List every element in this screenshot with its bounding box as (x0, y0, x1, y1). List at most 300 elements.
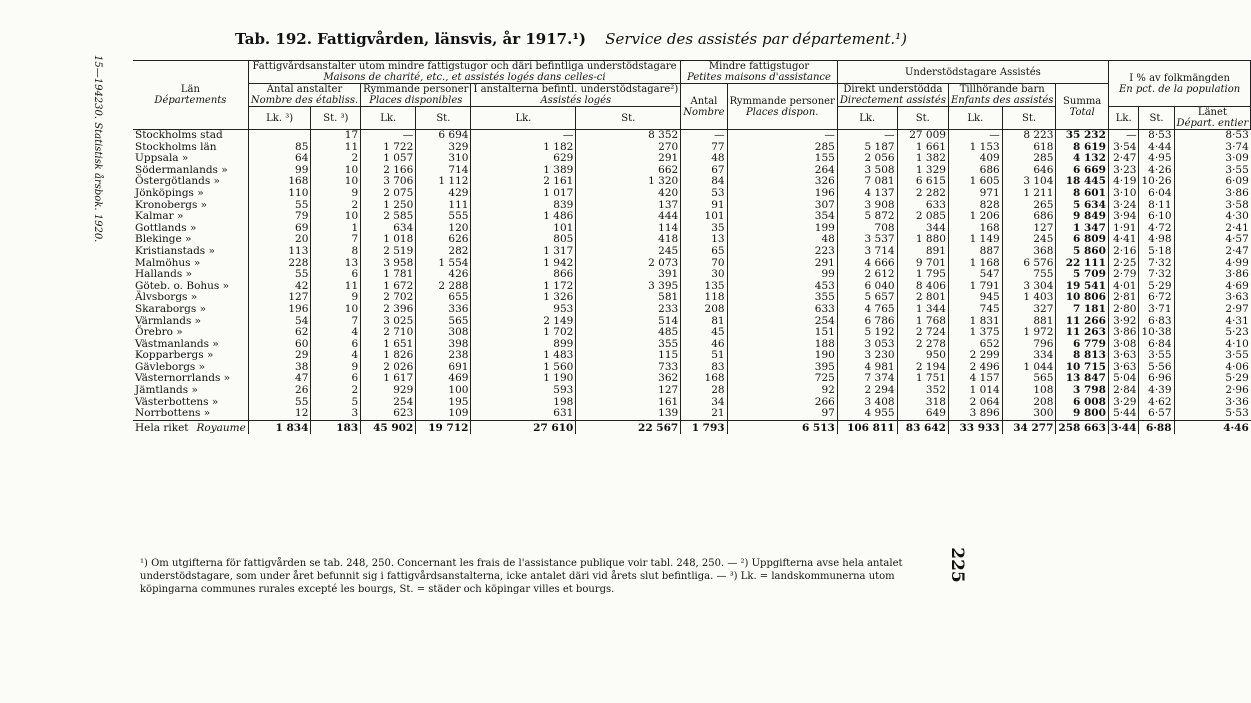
table-cell: 270 (576, 142, 681, 154)
table-cell: 5 (311, 397, 361, 409)
table-cell: 3·36 (1174, 397, 1251, 409)
table-cell: 6 669 (1056, 165, 1109, 177)
table-cell: 42 (248, 281, 311, 293)
table-cell: 2 064 (948, 397, 1002, 409)
row-label: Hela riket Royaume (133, 420, 248, 434)
table-cell: 10 (311, 304, 361, 316)
header-rymmande: Rymmande personer Places disponibles (361, 84, 471, 107)
table-cell: 2·80 (1108, 304, 1139, 316)
table-cell: 3·24 (1108, 200, 1139, 212)
table-cell: 7 081 (837, 176, 897, 188)
table-cell: 2 396 (361, 304, 416, 316)
table-cell: 1 486 (471, 211, 576, 223)
table-cell: 4 137 (837, 188, 897, 200)
table-cell: 5·04 (1108, 373, 1139, 385)
table-cell: 334 (1002, 350, 1056, 362)
table-cell: 4·95 (1139, 153, 1174, 165)
table-cell: 10 (311, 211, 361, 223)
table-cell: 2 (311, 200, 361, 212)
table-cell: 409 (948, 153, 1002, 165)
table-cell: 1 605 (948, 176, 1002, 188)
table-cell: 195 (416, 397, 471, 409)
table-cell: 5 187 (837, 142, 897, 154)
title-french: Service des assistés par département.¹) (605, 30, 908, 48)
table-cell: 10·26 (1139, 176, 1174, 188)
table-cell: 106 811 (837, 420, 897, 434)
table-cell: 5 192 (837, 327, 897, 339)
header-procent: I % av folkmängden En pct. de la population (1108, 61, 1250, 107)
table-cell: 10 806 (1056, 292, 1109, 304)
table-row (133, 327, 1251, 339)
table-cell: 3·86 (1108, 327, 1139, 339)
table-cell: 2 194 (897, 362, 948, 374)
table-cell: — (681, 130, 727, 142)
table-cell: 3 (311, 408, 361, 420)
table-cell: 2 496 (948, 362, 1002, 374)
table-cell: 190 (727, 350, 837, 362)
table-cell: 17 (311, 130, 361, 142)
table-cell: 362 (576, 373, 681, 385)
table-cell: 13 847 (1056, 373, 1109, 385)
table-cell: 9 (311, 362, 361, 374)
table-cell: 6 694 (416, 130, 471, 142)
table-cell: 1 702 (471, 327, 576, 339)
table-cell: 4 955 (837, 408, 897, 420)
table-cell: 245 (1002, 234, 1056, 246)
table-cell: 3 958 (361, 258, 416, 270)
header-lk: Lk. (1108, 107, 1139, 130)
table-cell: 18 445 (1056, 176, 1109, 188)
header-group-a: Fattigvårdsanstalter utom mindre fattigstugor och däri befintliga understödstagare Maisons de charité, etc., et assistés logés dans celles-ci (248, 61, 680, 84)
table-cell: 1 375 (948, 327, 1002, 339)
table-cell: 891 (897, 246, 948, 258)
table-cell: 11 (311, 142, 361, 154)
header-lk: Lk. (361, 107, 416, 130)
table-cell: 828 (948, 200, 1002, 212)
table-cell: 77 (681, 142, 727, 154)
table-cell: 2·97 (1174, 304, 1251, 316)
table-cell: 35 232 (1056, 130, 1109, 142)
table-cell: 99 (727, 269, 837, 281)
row-label: Södermanlands » (135, 163, 228, 176)
table-cell: 127 (576, 385, 681, 397)
table-cell: 1 206 (948, 211, 1002, 223)
table-cell: 282 (416, 246, 471, 258)
table-cell: 127 (1002, 223, 1056, 235)
table-cell: 5·44 (1108, 408, 1139, 420)
table-cell: 8 223 (1002, 130, 1056, 142)
table-cell: 929 (361, 385, 416, 397)
table-cell: 100 (416, 385, 471, 397)
table-cell: 6 786 (837, 316, 897, 328)
table-cell: 354 (727, 211, 837, 223)
table-cell: 65 (681, 246, 727, 258)
table-cell: 2·25 (1108, 258, 1139, 270)
table-cell: 1 149 (948, 234, 1002, 246)
table-cell: 2 519 (361, 246, 416, 258)
table-cell: 3·58 (1174, 200, 1251, 212)
table-cell: 228 (248, 258, 311, 270)
table-cell: 2·16 (1108, 246, 1139, 258)
table-cell: 805 (471, 234, 576, 246)
table-cell: 101 (471, 223, 576, 235)
row-label: Örebro » (135, 326, 183, 339)
table-cell: 691 (416, 362, 471, 374)
table-cell: 6 779 (1056, 339, 1109, 351)
table-cell: 233 (576, 304, 681, 316)
table-cell: 3·94 (1108, 211, 1139, 223)
table-cell: 1 554 (416, 258, 471, 270)
table-cell: 3 053 (837, 339, 897, 351)
table-cell: 708 (837, 223, 897, 235)
table-cell: 733 (576, 362, 681, 374)
table-cell: 391 (576, 269, 681, 281)
table-cell: 8 406 (897, 281, 948, 293)
table-cell: 28 (681, 385, 727, 397)
table-cell: 2 149 (471, 316, 576, 328)
header-st: St. ³) (311, 107, 361, 130)
table-row (133, 385, 1251, 397)
table-cell: 2·79 (1108, 269, 1139, 281)
table-cell: 1 326 (471, 292, 576, 304)
table-cell: 300 (1002, 408, 1056, 420)
table-cell: 1 834 (248, 420, 311, 434)
table-cell: 3·54 (1108, 142, 1139, 154)
table-cell: 3·86 (1174, 269, 1251, 281)
table-cell: 1 942 (471, 258, 576, 270)
table-cell: 1 320 (576, 176, 681, 188)
table-cell: 254 (361, 397, 416, 409)
table-cell: 3·71 (1139, 304, 1174, 316)
table-cell: 7 (311, 234, 361, 246)
table-cell: 2 282 (897, 188, 948, 200)
title-swedish: Tab. 192. Fattigvården, länsvis, år 1917.¹) (235, 30, 586, 48)
table-cell: 1 617 (361, 373, 416, 385)
table-cell: 1 211 (1002, 188, 1056, 200)
table-cell: 469 (416, 373, 471, 385)
table-cell: 3·63 (1174, 292, 1251, 304)
table-cell: 285 (727, 142, 837, 154)
table-cell: 7·32 (1139, 269, 1174, 281)
table-cell: 92 (727, 385, 837, 397)
table-cell: 950 (897, 350, 948, 362)
table-cell: — (471, 130, 576, 142)
table-cell: 198 (471, 397, 576, 409)
table-cell: 5 860 (1056, 246, 1109, 258)
table-cell: 2 073 (576, 258, 681, 270)
header-group-b: Mindre fattigstugor Petites maisons d'assistance (681, 61, 838, 84)
table-cell: 618 (1002, 142, 1056, 154)
table-cell: 9 800 (1056, 408, 1109, 420)
row-label: Malmöhus » (135, 256, 201, 269)
table-cell: 355 (576, 339, 681, 351)
table-cell: 8 352 (576, 130, 681, 142)
table-cell: 3·55 (1139, 350, 1174, 362)
table-cell: 1 651 (361, 339, 416, 351)
row-label: Stockholms län (135, 140, 217, 153)
table-cell: 6 576 (1002, 258, 1056, 270)
table-cell: 1 972 (1002, 327, 1056, 339)
table-cell: 13 (681, 234, 727, 246)
table-cell: 1 560 (471, 362, 576, 374)
table-cell: 344 (897, 223, 948, 235)
table-cell: 83 642 (897, 420, 948, 434)
table-cell: — (948, 130, 1002, 142)
row-label: Skaraborgs » (135, 302, 207, 315)
table-cell: 4·98 (1139, 234, 1174, 246)
row-label: Uppsala » (135, 152, 189, 165)
table-cell: 565 (1002, 373, 1056, 385)
table-cell: 1 044 (1002, 362, 1056, 374)
table-cell: 8 619 (1056, 142, 1109, 154)
table-cell: 3·55 (1174, 350, 1251, 362)
table-cell: 155 (727, 153, 837, 165)
table-cell: 108 (1002, 385, 1056, 397)
table-cell: 839 (471, 200, 576, 212)
table-cell: 254 (727, 316, 837, 328)
table-cell: 1 112 (416, 176, 471, 188)
table-cell: 1·91 (1108, 223, 1139, 235)
table-cell: 2·47 (1174, 246, 1251, 258)
table-cell: 6 (311, 269, 361, 281)
row-label: Kopparbergs » (135, 349, 214, 362)
table-cell: 3·63 (1108, 362, 1139, 374)
table-cell: 188 (727, 339, 837, 351)
table-row (133, 130, 1251, 142)
page-number: 225 (946, 547, 967, 583)
table-cell: 7 181 (1056, 304, 1109, 316)
table-cell: 1 483 (471, 350, 576, 362)
table-cell: 1 168 (948, 258, 1002, 270)
header-i-anstalterna: I anstalterna befintl. understödstagare²) Assistés logés (471, 84, 681, 107)
row-label: Norrbottens » (135, 407, 211, 420)
table-cell: 646 (1002, 165, 1056, 177)
header-rym-pers: Rymmande personer Places dispon. (727, 84, 837, 130)
table-cell: 1 382 (897, 153, 948, 165)
table-cell: 2 299 (948, 350, 1002, 362)
table-cell: 953 (471, 304, 576, 316)
table-cell: 5 657 (837, 292, 897, 304)
table-cell: 10 715 (1056, 362, 1109, 374)
table-cell: 2·96 (1174, 385, 1251, 397)
table-cell: 2 710 (361, 327, 416, 339)
table-cell: 55 (248, 269, 311, 281)
table-cell: 368 (1002, 246, 1056, 258)
table-cell: 151 (727, 327, 837, 339)
table-cell: 6 008 (1056, 397, 1109, 409)
row-label: Östergötlands » (135, 175, 220, 188)
table-cell: 3·09 (1174, 153, 1251, 165)
table-cell: 291 (727, 258, 837, 270)
table-cell: 426 (416, 269, 471, 281)
table-cell: 183 (311, 420, 361, 434)
row-label: Värmlands » (135, 314, 202, 327)
table-cell: 29 (248, 350, 311, 362)
table-cell: 1 018 (361, 234, 416, 246)
table-cell: 3 896 (948, 408, 1002, 420)
table-cell: 3·10 (1108, 188, 1139, 200)
table-cell: 30 (681, 269, 727, 281)
table-cell: 887 (948, 246, 1002, 258)
header-antal: Antal Nombre (681, 84, 727, 130)
table-cell: 1 347 (1056, 223, 1109, 235)
header-st: St. (416, 107, 471, 130)
table-cell: 310 (416, 153, 471, 165)
table-cell: 1 153 (948, 142, 1002, 154)
table-cell: 10 (311, 176, 361, 188)
table-cell: 4·19 (1108, 176, 1139, 188)
header-st: St. (1002, 107, 1056, 130)
table-cell: 6·96 (1139, 373, 1174, 385)
table-cell: 2 161 (471, 176, 576, 188)
table-cell: 4 157 (948, 373, 1002, 385)
table-cell: 5 872 (837, 211, 897, 223)
table-cell: 1 389 (471, 165, 576, 177)
table-cell: 307 (727, 200, 837, 212)
table-cell: 6 (311, 339, 361, 351)
table-cell: 4 132 (1056, 153, 1109, 165)
table-cell: 2 085 (897, 211, 948, 223)
table-cell: 2·84 (1108, 385, 1139, 397)
table-cell: 196 (248, 304, 311, 316)
table-cell: 48 (681, 153, 727, 165)
table-cell: 118 (681, 292, 727, 304)
table-cell: 623 (361, 408, 416, 420)
table-cell: 1 329 (897, 165, 948, 177)
table-cell: 662 (576, 165, 681, 177)
table-cell: 6·72 (1139, 292, 1174, 304)
table-cell: 318 (897, 397, 948, 409)
table-cell: 418 (576, 234, 681, 246)
table-cell: 420 (576, 188, 681, 200)
table-cell: 38 (248, 362, 311, 374)
table-cell: 10 (311, 165, 361, 177)
table-cell: 329 (416, 142, 471, 154)
table-cell: 4 981 (837, 362, 897, 374)
table-cell: 13 (311, 258, 361, 270)
table-cell: 5·53 (1174, 408, 1251, 420)
table-cell: 11 266 (1056, 316, 1109, 328)
table-cell: 4·46 (1174, 420, 1251, 434)
table-cell: 3·08 (1108, 339, 1139, 351)
table-cell: 5·23 (1174, 327, 1251, 339)
table-cell: 70 (681, 258, 727, 270)
table-cell: 4·26 (1139, 165, 1174, 177)
table-cell: 91 (681, 200, 727, 212)
table-cell: 1 793 (681, 420, 727, 434)
table-row (133, 408, 1251, 420)
table-cell: 1 751 (897, 373, 948, 385)
table-cell: 308 (416, 327, 471, 339)
table-cell: 1 795 (897, 269, 948, 281)
row-label: Västernorrlands » (135, 372, 231, 385)
table-cell: 4·99 (1174, 258, 1251, 270)
table-cell: 429 (416, 188, 471, 200)
table-cell: 3 304 (1002, 281, 1056, 293)
table-cell: 6·84 (1139, 339, 1174, 351)
table-cell: 8 601 (1056, 188, 1109, 200)
row-label: Göteb. o. Bohus » (135, 279, 230, 292)
row-label: Västmanlands » (135, 337, 219, 350)
table-cell: 2 (311, 153, 361, 165)
table-cell: 327 (1002, 304, 1056, 316)
table-cell: — (361, 130, 416, 142)
table-cell: 593 (471, 385, 576, 397)
header-lan: Län Départements (133, 61, 248, 130)
table-cell: 161 (576, 397, 681, 409)
table-cell: 264 (727, 165, 837, 177)
table-cell: 8·11 (1139, 200, 1174, 212)
header-group-c: Understödstagare Assistés (837, 61, 1108, 84)
table-cell: 62 (248, 327, 311, 339)
table-cell: 352 (897, 385, 948, 397)
table-cell: 5·18 (1139, 246, 1174, 258)
table-cell: 137 (576, 200, 681, 212)
row-label: Gävleborgs » (135, 360, 206, 373)
table-cell: 19 712 (416, 420, 471, 434)
table-cell: 4 (311, 327, 361, 339)
table-cell: 22 567 (576, 420, 681, 434)
table-title (235, 30, 907, 48)
table-cell: 4·41 (1108, 234, 1139, 246)
table-cell: 1 344 (897, 304, 948, 316)
table-row (133, 188, 1251, 200)
table-cell: 4·30 (1174, 211, 1251, 223)
table-cell: 2 724 (897, 327, 948, 339)
table-body (133, 130, 1251, 435)
table-cell: 127 (248, 292, 311, 304)
table-cell: 1 172 (471, 281, 576, 293)
table-cell: 114 (576, 223, 681, 235)
table-cell: 4 765 (837, 304, 897, 316)
side-note: 15—194230. Statistisk årsbok. 1920. (92, 55, 103, 243)
table-cell: 6·09 (1174, 176, 1251, 188)
table-row (133, 304, 1251, 316)
header-direkt: Direkt understödda Directement assistés (837, 84, 948, 107)
table-cell: 3·44 (1108, 420, 1139, 434)
table-cell: 4·44 (1139, 142, 1174, 154)
table-cell: 4·69 (1174, 281, 1251, 293)
header-st: St. (897, 107, 948, 130)
table-cell: 9 701 (897, 258, 948, 270)
table-cell: 3 395 (576, 281, 681, 293)
table-cell: 3 908 (837, 200, 897, 212)
table-cell: 11 263 (1056, 327, 1109, 339)
table-cell: 714 (416, 165, 471, 177)
table-cell: 9 (311, 292, 361, 304)
table-cell: 1 768 (897, 316, 948, 328)
table-cell: 547 (948, 269, 1002, 281)
table-cell: 1 826 (361, 350, 416, 362)
table-cell: 84 (681, 176, 727, 188)
table-cell: 21 (681, 408, 727, 420)
table-cell: 4·39 (1139, 385, 1174, 397)
table-cell: 899 (471, 339, 576, 351)
table-cell: 725 (727, 373, 837, 385)
table-cell: 1 672 (361, 281, 416, 293)
table-cell: 110 (248, 188, 311, 200)
row-label: Kronobergs » (135, 198, 208, 211)
table-cell: 8 (311, 246, 361, 258)
table-cell: 111 (416, 200, 471, 212)
table-cell: 4·10 (1174, 339, 1251, 351)
table-cell: 5·29 (1139, 281, 1174, 293)
table-cell: 2 075 (361, 188, 416, 200)
table-cell: 1 403 (1002, 292, 1056, 304)
table-cell: 2 801 (897, 292, 948, 304)
table-cell: 79 (248, 211, 311, 223)
table-cell: 3 798 (1056, 385, 1109, 397)
